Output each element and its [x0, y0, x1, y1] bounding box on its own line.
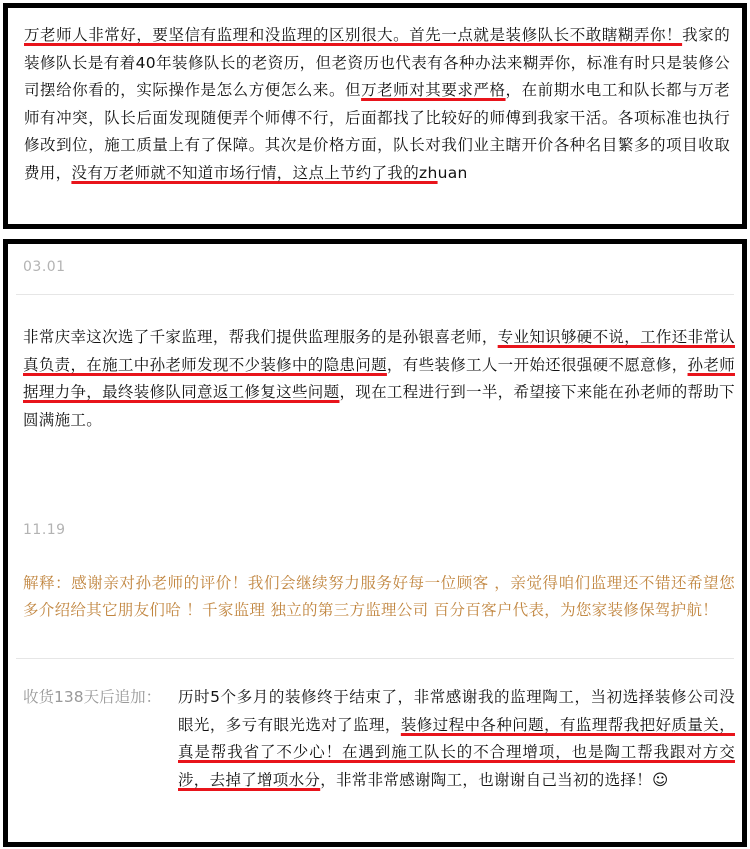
seller-reply: 解释：感谢亲对孙老师的评价！我们会继续努力服务好每一位顾客 ，亲觉得咱们监理还不错还希望您多介绍给其它朋友们哈 ！千家监理 独立的第三方监理公司 百分百客户代表，为您家装修保驾护航！: [23, 573, 735, 619]
highlighted-text: 专业知识够硬不说，工作还非常认真负责: [23, 328, 735, 374]
followup-label: 收货138天后追加：: [23, 688, 162, 706]
text-segment: 我家的装修队长是有着40年装修队长的老资历，但老资历也代表有各种办法来糊弄你，标准有时只是装修公司摆给你看的，实际操作是怎么方便怎么来。但: [24, 26, 730, 99]
text-segment: 历时5个多月的装修终于结束了，非常感谢我的监理陶工，当初选择装修公司没眼光，多亏有眼光选对了监理，: [178, 688, 735, 734]
reply-date: 11.19: [23, 522, 66, 538]
divider: [16, 658, 734, 659]
review-2-text: [23, 324, 735, 434]
highlighted-text: ，在施工中孙老师发现不少装修中的隐患问题: [70, 355, 387, 374]
text-segment: ，在前期水电工和队长都与万老师有冲突，队长后面发现随便弄个师傅不行，后面都找了比较好的师傅到我家干活。各项标准也执行修改到位，施工质量上有了保障。其次是价格方面，队长对我们业主瞎开价各种名目繁多的项目收取费用，: [24, 81, 731, 182]
highlighted-text: 没有万老师就不知道市场行情，这点上节约了我的zh: [71, 163, 438, 182]
highlighted-text: 孙老师据理力争，最终装修队同意返工修复这些问题: [23, 355, 735, 401]
divider: [16, 294, 734, 295]
review-card-2: [3, 239, 747, 847]
followup-review: [23, 684, 735, 794]
text-segment: ，非常非常感谢陶工，也谢谢自己当初的选择！☺: [320, 770, 669, 789]
highlighted-text: 万老师对其要求严格: [361, 81, 506, 99]
text-segment: 非常庆幸这次选了千家监理，帮我们提供监理服务的是孙银喜老师，: [23, 328, 498, 346]
review-card-1: [3, 3, 747, 229]
highlighted-text: 装修过程中各种问题，有监理帮我把好质量关，真是帮我省了不少心！在遇到施工队长的不合理增项，也是陶工帮我跟对方交涉，去掉了增项水分: [178, 715, 735, 789]
text-segment: ，有些装修工人一开始还很强硬不愿意修，: [386, 355, 688, 374]
highlighted-text: 万老师人非常好，要坚信有监理和没监理的区别很大。首先一点就是装修队长不敢瞎糊弄你！: [24, 26, 683, 44]
review-date: 03.01: [23, 259, 66, 275]
text-segment: ，现在工程进行到一半，希望接下来能在孙老师的帮助下圆满施工。: [23, 383, 735, 429]
review-1-text: [24, 22, 730, 187]
text-segment: uan: [437, 163, 468, 182]
followup-text: [178, 684, 735, 794]
